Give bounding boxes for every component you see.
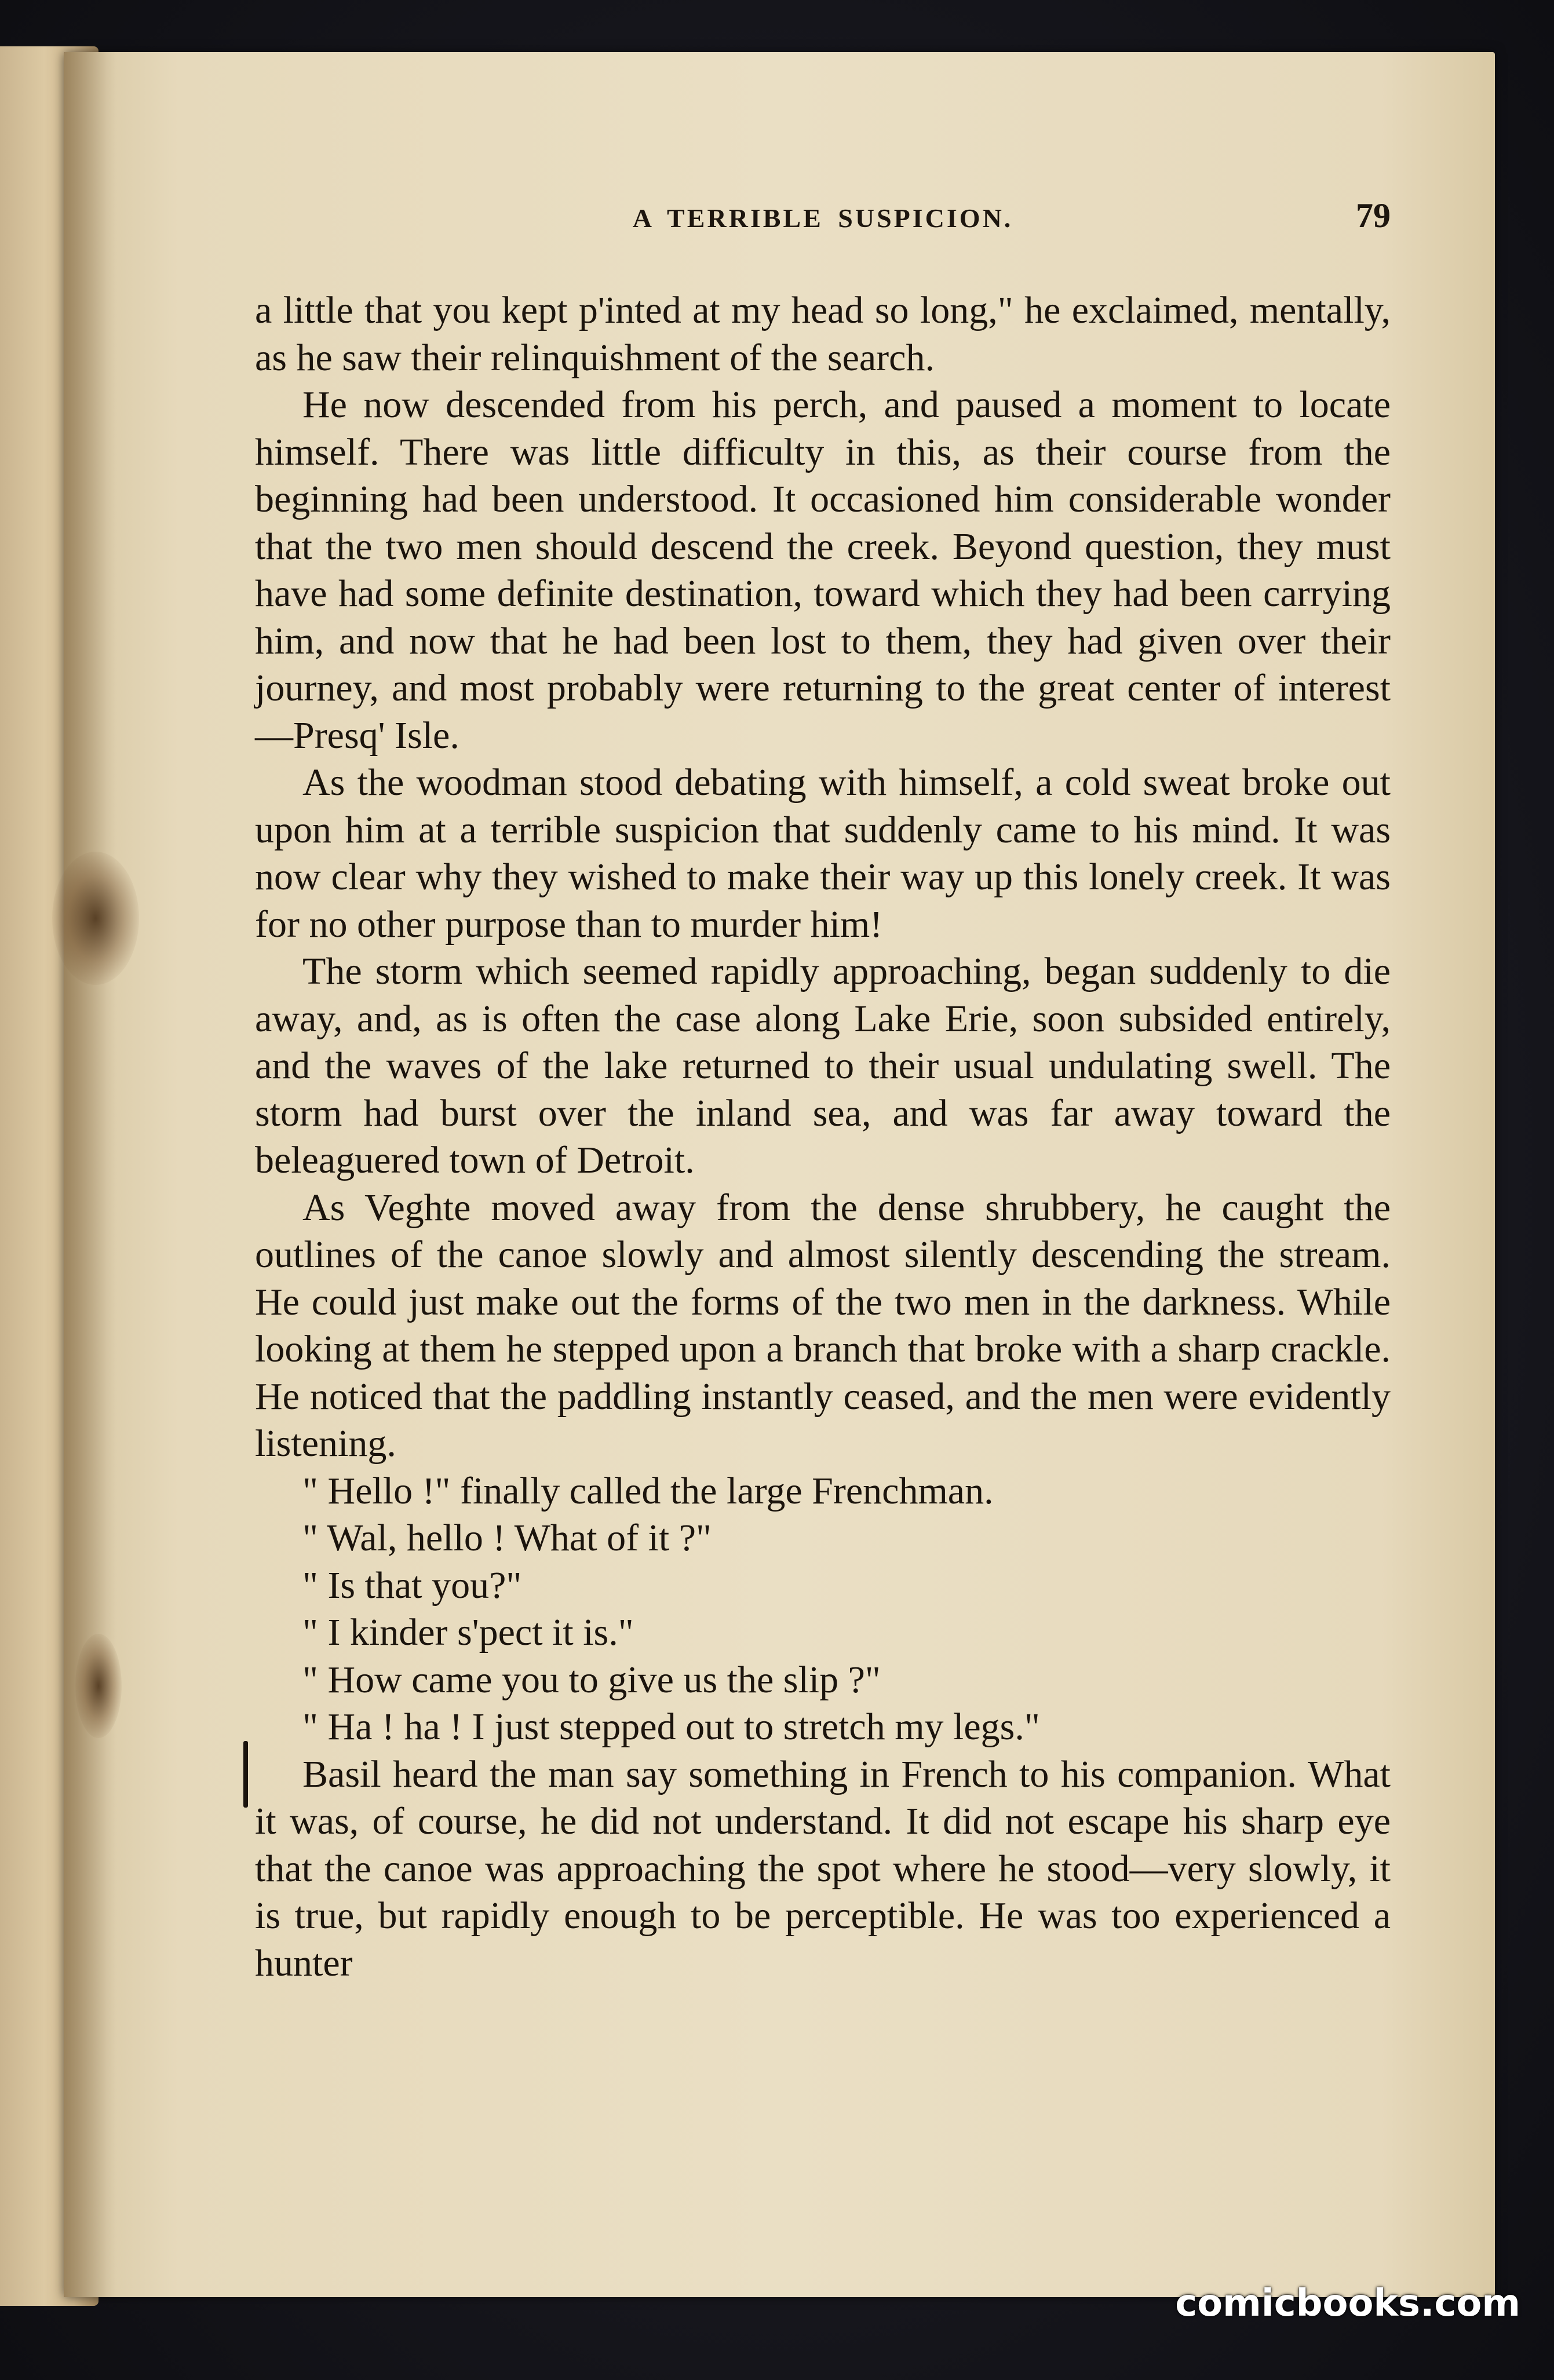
watermark-text: comicbooks.com bbox=[1175, 2282, 1520, 2325]
running-title: A TERRIBLE SUSPICION. bbox=[632, 203, 1013, 233]
dialogue-line: " Is that you?" bbox=[302, 1564, 522, 1607]
dialogue-line: " Hello !" finally called the large Frenchman. bbox=[302, 1469, 994, 1512]
paragraph: As Veghte moved away from the dense shrubbery, he caught the outlines of the canoe slowly and almost silently descending the stream. He could just make out the forms of the two men in the darkness. While looking at them he stepped upon a branch that broke with a sharp crackle. He noticed that the paddling instantly ceased, and the men were evidently listening. bbox=[255, 1186, 1391, 1465]
body-text bbox=[255, 287, 1391, 1987]
paragraph: Basil heard the man say something in French to his companion. What it was, of course, he did not understand. It did not escape his sharp eye that the canoe was approaching the spot where he stood—very slowly, it is true, but rapidly enough to be perceptible. He was too experienced a hunter bbox=[255, 1753, 1391, 1984]
paragraph: He now descended from his perch, and paused a moment to locate himself. There was little difficulty in this, as their course from the beginning had been understood. It occasioned him considerable wonder that the two men should descend the creek. Beyond question, they must have had some definite destination, toward which they had been carrying him, and now that he had been lost to them, they had given over their journey, and most probably were returning to the great center of interest—Presq' Isle. bbox=[255, 384, 1391, 757]
paragraph: a little that you kept p'inted at my head so long," he exclaimed, mentally, as he saw their relinquishment of the search. bbox=[255, 289, 1391, 379]
binding-stain bbox=[75, 1634, 122, 1738]
page-number: 79 bbox=[1356, 196, 1391, 235]
dialogue-line: " Ha ! ha ! I just stepped out to stretch my legs." bbox=[302, 1706, 1040, 1748]
dialogue-line: " Wal, hello ! What of it ?" bbox=[302, 1517, 712, 1559]
page-header bbox=[255, 191, 1391, 255]
paragraph: As the woodman stood debating with himself, a cold sweat broke out upon him at a terrible suspicion that suddenly came to his mind. It was now clear why they wished to make their way up this lonely creek. It was for no other purpose than to murder him! bbox=[255, 761, 1391, 946]
dialogue-line: " How came you to give us the slip ?" bbox=[302, 1658, 881, 1701]
paragraph: The storm which seemed rapidly approaching, began suddenly to die away, and, as is often the case along Lake Erie, soon subsided entirely, and the waves of the lake returned to their usual undulating swell. The storm had burst over the inland sea, and was far away toward the beleaguered town of Detroit. bbox=[255, 950, 1391, 1181]
dialogue-line: " I kinder s'pect it is." bbox=[302, 1611, 634, 1653]
margin-pencil-mark bbox=[243, 1741, 248, 1808]
binding-stain bbox=[52, 852, 139, 985]
